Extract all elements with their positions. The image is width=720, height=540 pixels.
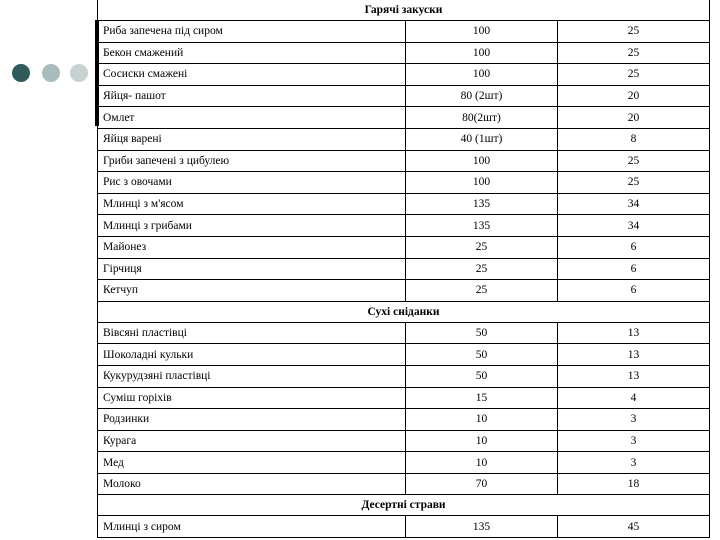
slide-decoration-bar [95, 20, 99, 126]
portion-mass-cell: 135 [406, 516, 558, 538]
table-row [98, 193, 710, 215]
portion-mass-cell: 135 [406, 193, 558, 215]
dish-name-cell: Кукурудзяні пластівці [98, 365, 406, 387]
table-row [98, 128, 710, 150]
price-cell: 34 [558, 193, 710, 215]
table-row [98, 344, 710, 366]
table-row [98, 215, 710, 237]
section-title: Гарячі закуски [98, 0, 710, 21]
portion-mass-cell: 15 [406, 387, 558, 409]
portion-mass-cell: 80(2шт) [406, 107, 558, 129]
dish-name-cell: Яйця- пашот [98, 85, 406, 107]
table-row [98, 107, 710, 129]
price-cell: 34 [558, 215, 710, 237]
price-cell: 45 [558, 516, 710, 538]
dish-name-cell: Вівсяні пластівці [98, 322, 406, 344]
table-row [98, 172, 710, 194]
price-cell: 4 [558, 387, 710, 409]
table-row [98, 322, 710, 344]
portion-mass-cell: 25 [406, 280, 558, 302]
table-row [98, 516, 710, 538]
dish-name-cell: Млинці з грибами [98, 215, 406, 237]
portion-mass-cell: 50 [406, 365, 558, 387]
dish-name-cell: Рис з овочами [98, 172, 406, 194]
dish-name-cell: Гриби запечені з цибулею [98, 150, 406, 172]
dish-name-cell: Млинці з м'ясом [98, 193, 406, 215]
dish-name-cell: Курага [98, 430, 406, 452]
dish-name-cell: Шоколадні кульки [98, 344, 406, 366]
portion-mass-cell: 25 [406, 236, 558, 258]
dish-name-cell: Мед [98, 452, 406, 474]
portion-mass-cell: 25 [406, 258, 558, 280]
table-row [98, 150, 710, 172]
table-row [98, 21, 710, 43]
dish-name-cell: Гірчиця [98, 258, 406, 280]
price-cell: 20 [558, 85, 710, 107]
price-cell: 25 [558, 42, 710, 64]
price-cell: 3 [558, 430, 710, 452]
dish-name-cell: Родзинки [98, 409, 406, 431]
price-cell: 8 [558, 128, 710, 150]
dish-name-cell: Молоко [98, 473, 406, 495]
section-header-row [98, 495, 710, 516]
portion-mass-cell: 100 [406, 150, 558, 172]
portion-mass-cell: 50 [406, 322, 558, 344]
table-row [98, 430, 710, 452]
price-cell: 3 [558, 409, 710, 431]
table-row [98, 473, 710, 495]
dish-name-cell: Омлет [98, 107, 406, 129]
menu-table [97, 0, 710, 538]
portion-mass-cell: 50 [406, 344, 558, 366]
dish-name-cell: Бекон смажений [98, 42, 406, 64]
table-row [98, 85, 710, 107]
table-row [98, 452, 710, 474]
table-row [98, 387, 710, 409]
portion-mass-cell: 70 [406, 473, 558, 495]
dark-dot-icon [12, 64, 30, 82]
portion-mass-cell: 100 [406, 42, 558, 64]
price-cell: 6 [558, 236, 710, 258]
table-row [98, 236, 710, 258]
table-row [98, 365, 710, 387]
section-header-row [98, 301, 710, 322]
section-header-row [98, 0, 710, 21]
portion-mass-cell: 80 (2шт) [406, 85, 558, 107]
dish-name-cell: Кетчуп [98, 280, 406, 302]
price-cell: 3 [558, 452, 710, 474]
menu-table-body [98, 0, 710, 538]
table-row [98, 42, 710, 64]
dish-name-cell: Риба запечена під сиром [98, 21, 406, 43]
lighter-dot-icon [70, 64, 88, 82]
dish-name-cell: Суміш горіхів [98, 387, 406, 409]
dish-name-cell: Сосиски смажені [98, 64, 406, 86]
price-cell: 6 [558, 258, 710, 280]
price-cell: 20 [558, 107, 710, 129]
portion-mass-cell: 10 [406, 409, 558, 431]
portion-mass-cell: 10 [406, 452, 558, 474]
portion-mass-cell: 100 [406, 64, 558, 86]
price-cell: 13 [558, 365, 710, 387]
light-dot-icon [42, 64, 60, 82]
price-cell: 18 [558, 473, 710, 495]
portion-mass-cell: 40 (1шт) [406, 128, 558, 150]
table-row [98, 280, 710, 302]
price-cell: 25 [558, 21, 710, 43]
section-title: Сухі сніданки [98, 301, 710, 322]
dish-name-cell: Яйця варені [98, 128, 406, 150]
table-row [98, 409, 710, 431]
menu-table-container [97, 0, 709, 538]
portion-mass-cell: 135 [406, 215, 558, 237]
price-cell: 13 [558, 344, 710, 366]
price-cell: 25 [558, 172, 710, 194]
portion-mass-cell: 100 [406, 172, 558, 194]
slide-decoration-dots [12, 64, 102, 84]
dish-name-cell: Млинці з сиром [98, 516, 406, 538]
table-row [98, 258, 710, 280]
table-row [98, 64, 710, 86]
section-title: Десертні страви [98, 495, 710, 516]
price-cell: 25 [558, 64, 710, 86]
portion-mass-cell: 10 [406, 430, 558, 452]
dish-name-cell: Майонез [98, 236, 406, 258]
portion-mass-cell: 100 [406, 21, 558, 43]
price-cell: 25 [558, 150, 710, 172]
price-cell: 6 [558, 280, 710, 302]
price-cell: 13 [558, 322, 710, 344]
